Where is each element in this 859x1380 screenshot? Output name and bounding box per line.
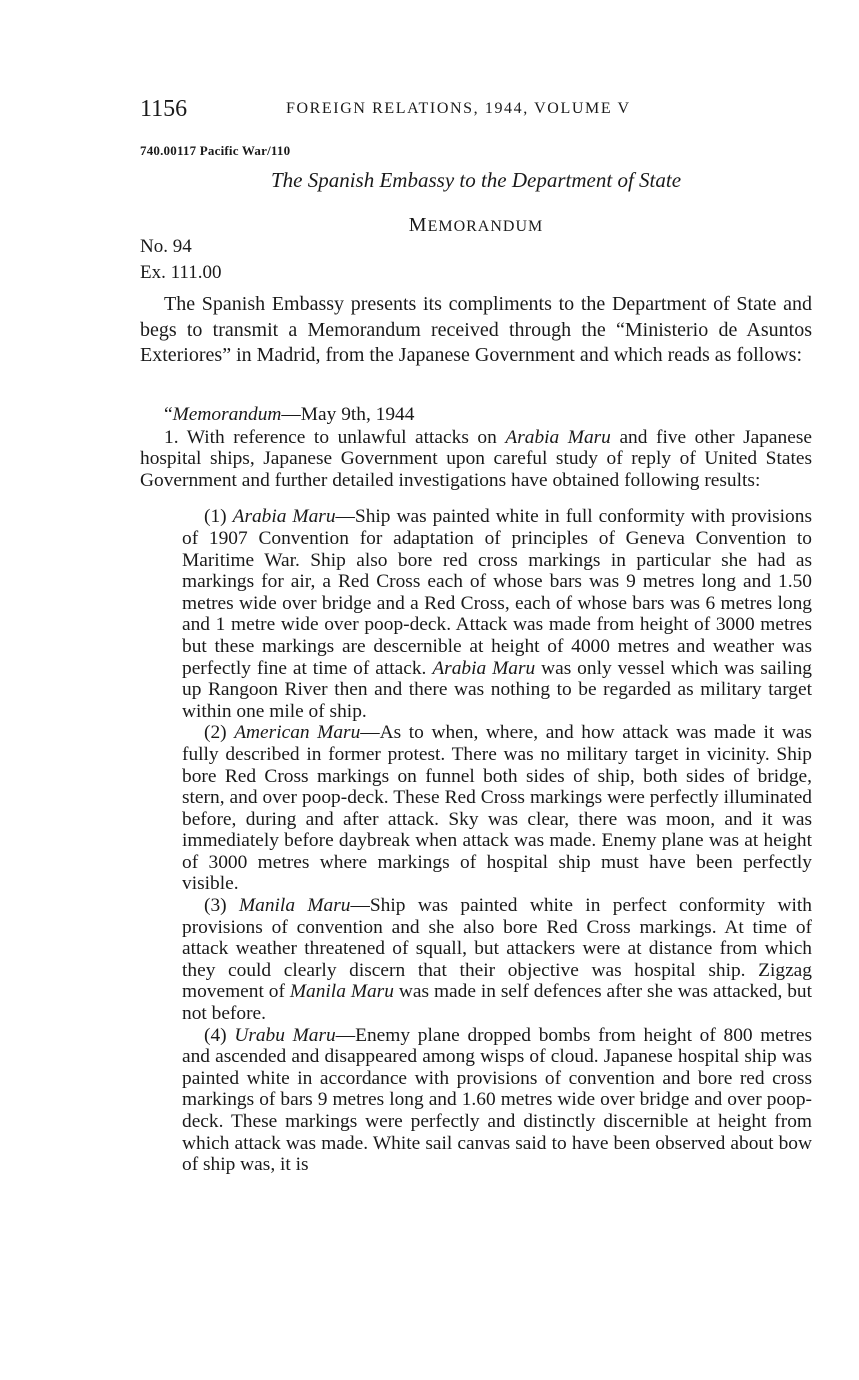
ship-name: Arabia Maru [505,426,611,448]
document-title: The Spanish Embassy to the Department of State [270,168,682,192]
results-list [140,506,812,1175]
memorandum-heading [140,214,812,237]
running-head: FOREIGN RELATIONS, 1944, VOLUME V [286,100,631,117]
intro-paragraph [140,292,812,369]
page-number: 1156 [140,96,188,122]
list-item: (3) Manila Maru—Ship was painted white in perfect conformity with provisions of convention and she also bore Red Cross markings. At time of attack weather threatened of squall, but attackers were at distance from which they could clearly discern that their objective was hospital ship. Zigzag movement of Manila Maru was made in self defences after she was attacked, but not before. [182,895,813,1025]
ship-name: Arabia Maru [432,657,536,679]
ship-name: Manila Maru [239,895,351,917]
file-number: 740.00117 Pacific War/110 [140,143,291,158]
memo-heading-first-letter: M [408,214,428,236]
intro-text: The Spanish Embassy presents its compliments to the Department of State and begs to transmit a Memorandum received through the “Ministerio de Asuntos Exteriores” in Madrid, from the Japanese Government and which reads as follows: [140,293,812,366]
list-item: (2) American Maru—As to when, where, and how attack was made it was fully described in former protest. There was no military target in vicinity. Ship bore Red Cross markings on funnel both sides of ship, both sides of bridge, stern, and over poop-deck. These Red Cross markings were perfectly illuminated before, during and after attack. Sky was clear, there was moon, and it was immediately before daybreak when attack was made. Enemy plane was at height of 3000 metres where markings of hospital ship must have been perfectly visible. [182,722,812,895]
list-item: (1) Arabia Maru—Ship was painted white in full conformity with provisions of 1907 Convention for adaptation of principles of Geneva Convention to Maritime War. Ship also bore red cross markings in particular she had as markings for air, a Red Cross each of whose bars was 9 metres long and 1.50 metres wide over bridge and a Red Cross, each of whose bars was 6 metres long and 1 metre wide over poop-deck. Attack was made from height of 3000 metres but these markings are descernible at height of 4000 metres and weather was perfectly fine at time of attack. Arabia Maru was only vessel which was sailing up Rangoon River then and there was nothing to be regarded as military target within one mile of ship. [182,506,812,722]
page-header [140,96,812,124]
memorandum-word: Memorandum [172,404,282,425]
memorandum-body [140,404,812,1176]
ship-name: Urabu Maru [234,1024,336,1046]
list-item: (4) Urabu Maru—Enemy plane dropped bombs from height of 800 metres and ascended and disappeared among wisps of cloud. Japanese hospital ship was painted white in accordance with provisions of convention and bore red cross markings of bars 9 metres long and 1.60 metres wide over bridge and over poop-deck. These markings were perfectly and distinctly discernible at height from which attack was made. White sail canvas said to have been observed about bow of ship was, it is [182,1024,812,1176]
memo-number: No. 94 [140,236,192,257]
paragraph-1: 1. With reference to unlawful attacks on Arabia Maru and five other Japanese hospital ships, Japanese Government upon careful study of reply of United States Government and further detailed investigations have obtained following results: [140,426,812,491]
ship-name: Manila Maru [289,981,394,1003]
quote-open-line: “Memorandum—May 9th, 1944 [164,404,415,425]
memo-heading-rest: EMORANDUM [427,218,544,235]
memo-ex-number: Ex. 111.00 [140,262,222,283]
ship-name: Arabia Maru [232,506,336,528]
ship-name: American Maru [234,722,361,744]
